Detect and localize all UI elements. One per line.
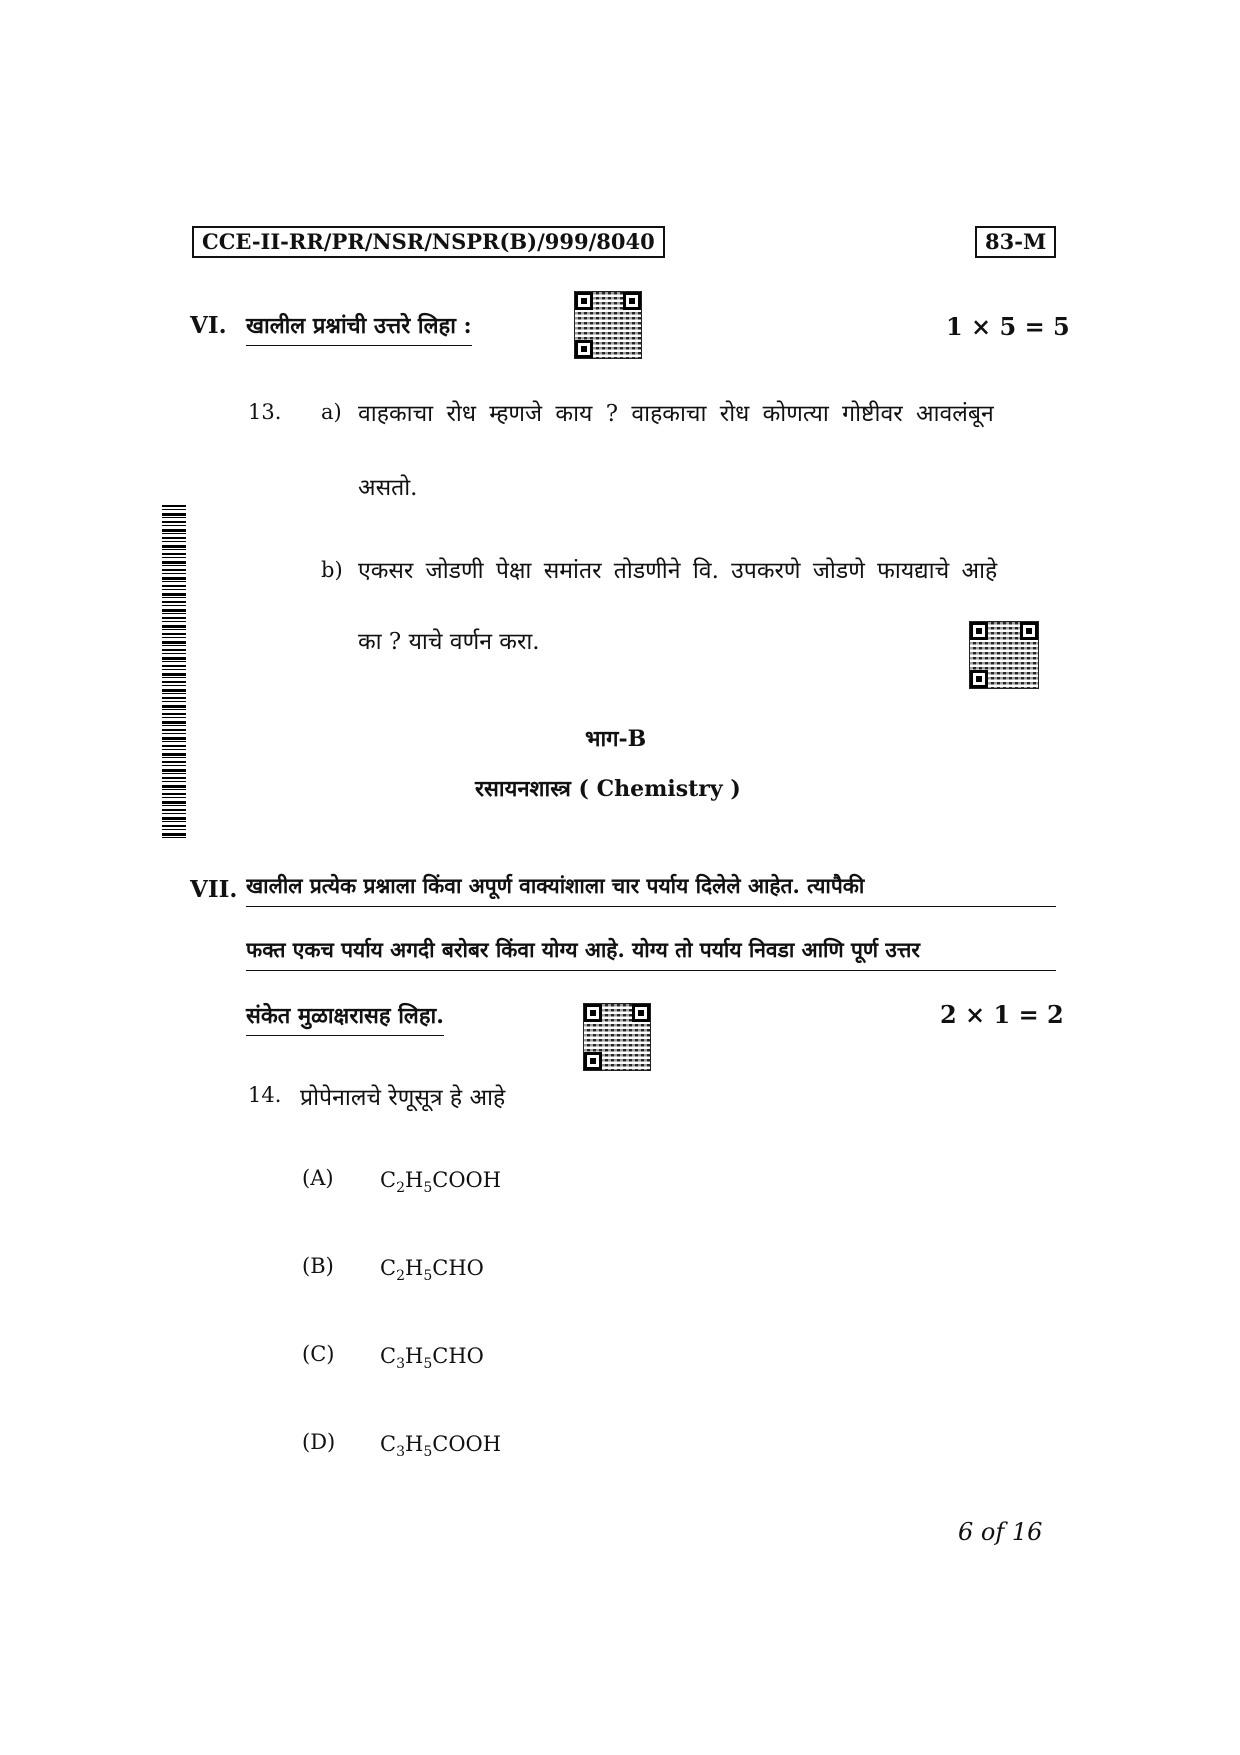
paper-code-box: [192, 226, 665, 258]
part-b-subject: रसायनशास्त्र ( Chemistry ): [475, 776, 741, 802]
qr-code-icon: [970, 622, 1038, 688]
question-14-text: प्रोपेनालचे रेणूसूत्र हे आहे: [300, 1085, 506, 1111]
option-b-formula: $C_2H_5CHO$: [380, 1256, 484, 1285]
paper-number: 83-M: [985, 229, 1047, 254]
section-7-line1: खालील प्रत्येक प्रश्नाला किंवा अपूर्ण वाक्यांशाला चार पर्याय दिलेले आहेत. त्यापैकी: [246, 872, 1056, 907]
page-number: 6 of 16: [958, 1518, 1043, 1546]
question-13a-label: a): [321, 400, 342, 424]
option-b: [302, 1254, 334, 1278]
option-label: (A): [302, 1166, 334, 1190]
section-7-number: VII.: [190, 876, 238, 903]
option-c-formula: $C_3H_5CHO$: [380, 1344, 484, 1373]
question-13b-line2: का ? याचे वर्णन करा.: [358, 629, 540, 655]
part-b-title: भाग-B: [585, 726, 647, 752]
option-a-formula: $C_2H_5COOH$: [380, 1168, 502, 1197]
question-13b-line1: एकसर जोडणी पेक्षा समांतर तोडणीने वि. उपकरणे जोडणे फायद्याचे आहे: [358, 558, 998, 584]
section-7-marks: 2 × 1 = 2: [940, 1000, 1064, 1029]
option-d-formula: $C_3H_5COOH$: [380, 1432, 502, 1461]
section-6-marks: 1 × 5 = 5: [946, 312, 1070, 341]
option-c: [302, 1342, 334, 1366]
section-6-number: VI.: [190, 312, 227, 339]
question-13a-line1: वाहकाचा रोध म्हणजे काय ? वाहकाचा रोध कोणत्या गोष्टीवर आवलंबून: [358, 401, 994, 427]
side-barcode: [162, 505, 186, 840]
option-label: (C): [302, 1342, 335, 1366]
section-7-line2: फक्त एकच पर्याय अगदी बरोबर किंवा योग्य आहे. योग्य तो पर्याय निवडा आणि पूर्ण उत्तर: [246, 936, 1056, 971]
question-13b-label: b): [321, 558, 343, 582]
section-7-line3: संकेत मुळाक्षरासह लिहा.: [246, 1000, 444, 1036]
option-label: (D): [302, 1430, 336, 1454]
paper-number-box: [975, 226, 1056, 258]
question-13a-line2: असतो.: [358, 475, 418, 501]
qr-code-icon: [575, 292, 641, 358]
section-6-instruction: खालील प्रश्नांची उत्तरे लिहा :: [246, 310, 472, 346]
option-a: [302, 1166, 334, 1190]
option-label: (B): [302, 1254, 334, 1278]
question-14-number: 14.: [248, 1083, 282, 1107]
question-13-number: 13.: [248, 400, 282, 424]
paper-code: CCE-II-RR/PR/NSR/NSPR(B)/999/8040: [202, 229, 655, 254]
option-d: [302, 1430, 335, 1454]
qr-code-icon: [584, 1004, 650, 1070]
